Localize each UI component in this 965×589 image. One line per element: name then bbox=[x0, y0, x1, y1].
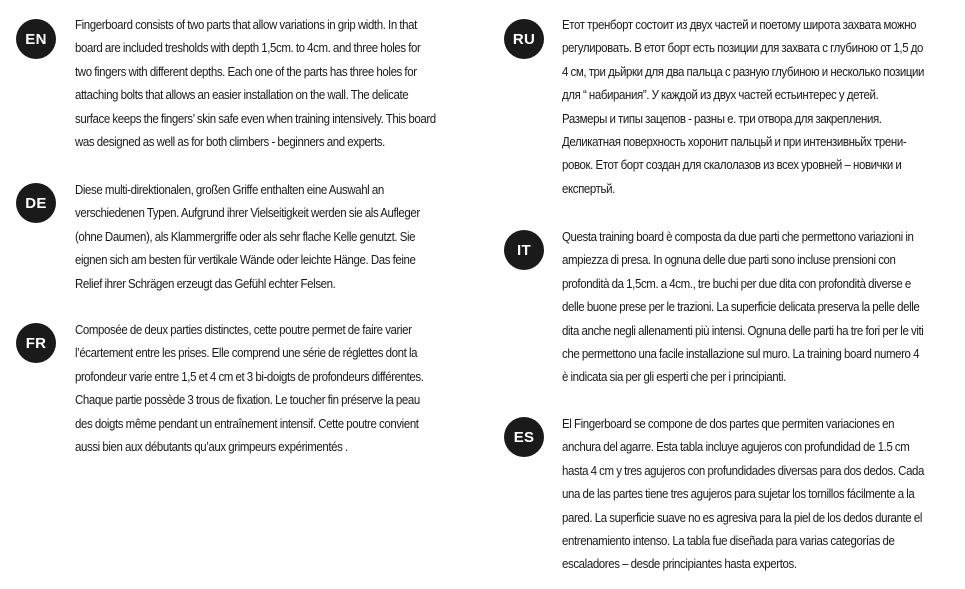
description-it: Questa training board è composta da due parti che permettono variazioni in ampiezza di presa. In ognuna delle due parti sono incluse prensioni con profondità da 1,5cm. a 4cm., tre buchi per due dita con profondità diverse e delle buone prese per le trazioni. La superficie delicata preserva la pelle delle dita anche negli allenamenti più intensi. Ognuna delle parti ha tre fori per le viti che permettono una facile installazione sul muro. La training board numero 4 è indicata sia per gli esperti che per i principianti. bbox=[562, 229, 924, 385]
language-badge-it: IT bbox=[504, 230, 544, 270]
description-en: Fingerboard consists of two parts that allow variations in grip width. In that board are included tresholds with depth 1,5cm. to 4cm. and three holes for two fingers with different depths. Each one of the parts has three holes for attaching bolts that allows an easier installation on the wall. The delicate surface keeps the fingers’ skin safe even when training intensively. This board was designed as well as for both climbers - beginners and experts. bbox=[75, 17, 436, 150]
description-de: Diese multi-direktionalen, großen Griffe enthalten eine Auswahl an verschiedenen Typen. Aufgrund ihrer Vielseitigkeit werden sie als Aufleger (ohne Daumen), als Klammergriffe oder als sehr flache Kelle genutzt. Sie eignen sich am besten für vertikale Wände oder leichte Hänge. Das feine Relief ihrer Schrägen erzeugt das Gefühl echter Felsen. bbox=[75, 182, 420, 291]
description-es: El Fingerboard se compone de dos partes que permiten variaciones en anchura del agarre. Esta tabla incluye agujeros con profundidad de 1.5 cm hasta 4 cm y tres agujeros con profundidades diversas para dos dedos. Cada una de las partes tiene tres agujeros para sujetar los tornillos fácilmente a la pared. La superficie suave no es agresiva para la piel de los dedos durante el entrenamiento intenso. La tabla fue diseñada para varias categorías de escaladores – desde principiantes hasta expertos. bbox=[562, 416, 925, 572]
language-badge-fr: FR bbox=[16, 323, 56, 363]
description-ru: Етот тренборт состоит из двух частей и поетому широта захвата можно регулировать. В етот борт есть позиции для захвата с глубиною от 1,5 до 4 см, три дьйрки для два пальца с разную глубиною и несколько позиции для “ набирания”. У каждой из двух частей естьинтерес у детей. Размеры и типы зацепов - разны е. три отвора для закрепления. Деликатная поверхность хоронит пальцьй и при интензивньйх трени-ровок. Етот борт создан для скалолазов из всех уровней – новички и експертьй. bbox=[562, 17, 925, 196]
language-badge-en: EN bbox=[16, 19, 56, 59]
language-badge-ru: RU bbox=[504, 19, 544, 59]
description-fr: Composée de deux parties distinctes, cette poutre permet de faire varier l’écartement entre les prises. Elle comprend une série de réglettes dont la profondeur varie entre 1,5 et 4 cm et 3 bi-doigts de profondeurs différentes. Chaque partie possède 3 trous de fixation. Le toucher fin préserve la peau des doigts même pendant un entraînement intensif. Cette poutre convient aussi bien aux débutants qu’aux grimpeurs expérimentés . bbox=[75, 322, 424, 455]
language-badge-de: DE bbox=[16, 183, 56, 223]
language-badge-es: ES bbox=[504, 417, 544, 457]
